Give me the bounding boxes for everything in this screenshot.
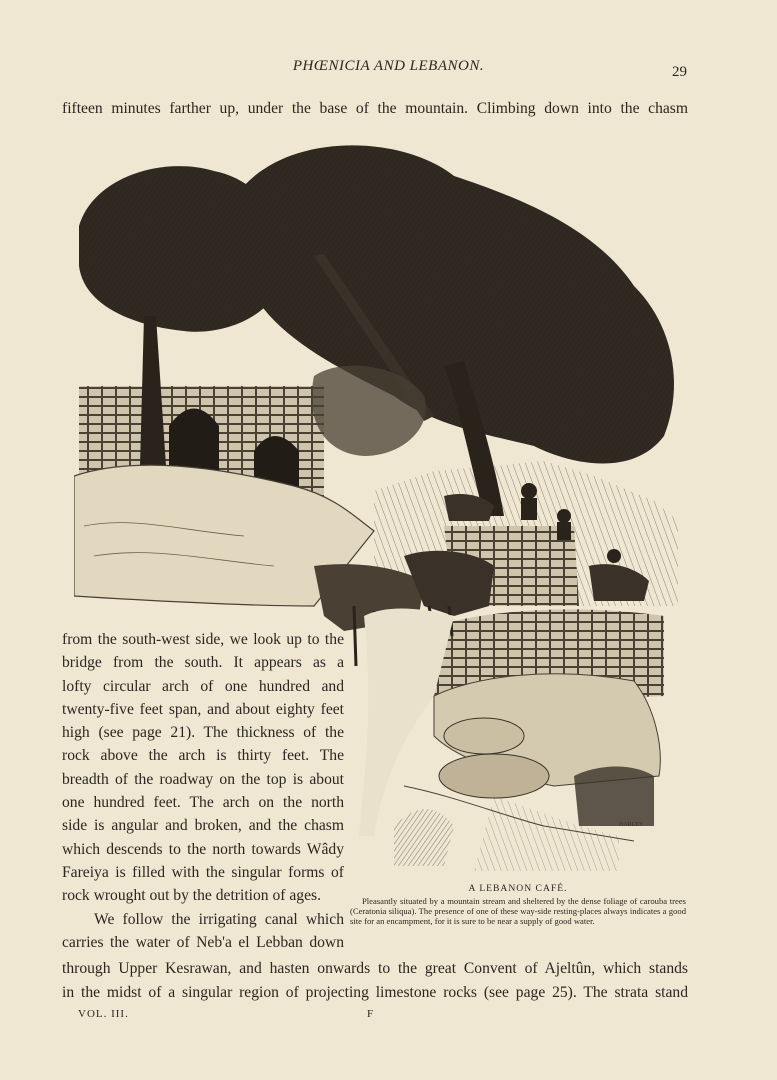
column-line: rock wrought out by the detrition of ages. (62, 887, 321, 905)
column-line: bridge from the south. It appears as a (62, 654, 344, 672)
caption-body: Pleasantly situated by a mountain stream and sheltered by the dense foliage of carouba trees (Ceratonia siliqua). The presence of one of these way-side resting-places always indicates a good site for an encampment, for it is sure to be near a supply of good water. (350, 896, 686, 926)
bottom-text-line: through Upper Kesrawan, and hasten onwards to the great Convent of Ajeltûn, which stands (62, 960, 688, 977)
column-line: side is angular and broken, and the chasm (62, 817, 344, 835)
column-line: twenty-five feet span, and about eighty feet (62, 700, 344, 718)
column-text (62, 628, 344, 954)
signature-mark: F (367, 1008, 374, 1020)
figure-caption (350, 884, 686, 926)
column-line: lofty circular arch of one hundred and (62, 677, 344, 695)
caption-title: A LEBANON CAFÉ. (468, 883, 568, 894)
page-number: 29 (672, 64, 687, 80)
volume-mark: VOL. III. (78, 1008, 129, 1020)
column-line: high (see page 21). The thickness of the (62, 724, 344, 742)
top-text-line: fifteen minutes farther up, under the base of the mountain. Climbing down into the chasm (62, 100, 688, 117)
column-line: carries the water of Neb'a el Lebban down (62, 933, 344, 951)
column-line: from the south-west side, we look up to the (62, 631, 344, 648)
engraver-signature: HARLEY (619, 822, 644, 828)
column-line: We follow the irrigating canal which (94, 910, 344, 928)
column-line: rock above the arch is thirty feet. The (62, 747, 344, 765)
bottom-text-line: in the midst of a singular region of projecting limestone rocks (see page 25). The strata stand (62, 984, 688, 1001)
running-head: PHŒNICIA AND LEBANON. (292, 58, 485, 74)
column-line: Fareiya is filled with the singular forms of (62, 863, 344, 881)
column-line: breadth of the roadway on the top is about (62, 770, 344, 788)
column-line: which descends to the north towards Wâdy (62, 840, 344, 858)
column-line: one hundred feet. The arch on the north (62, 794, 344, 812)
